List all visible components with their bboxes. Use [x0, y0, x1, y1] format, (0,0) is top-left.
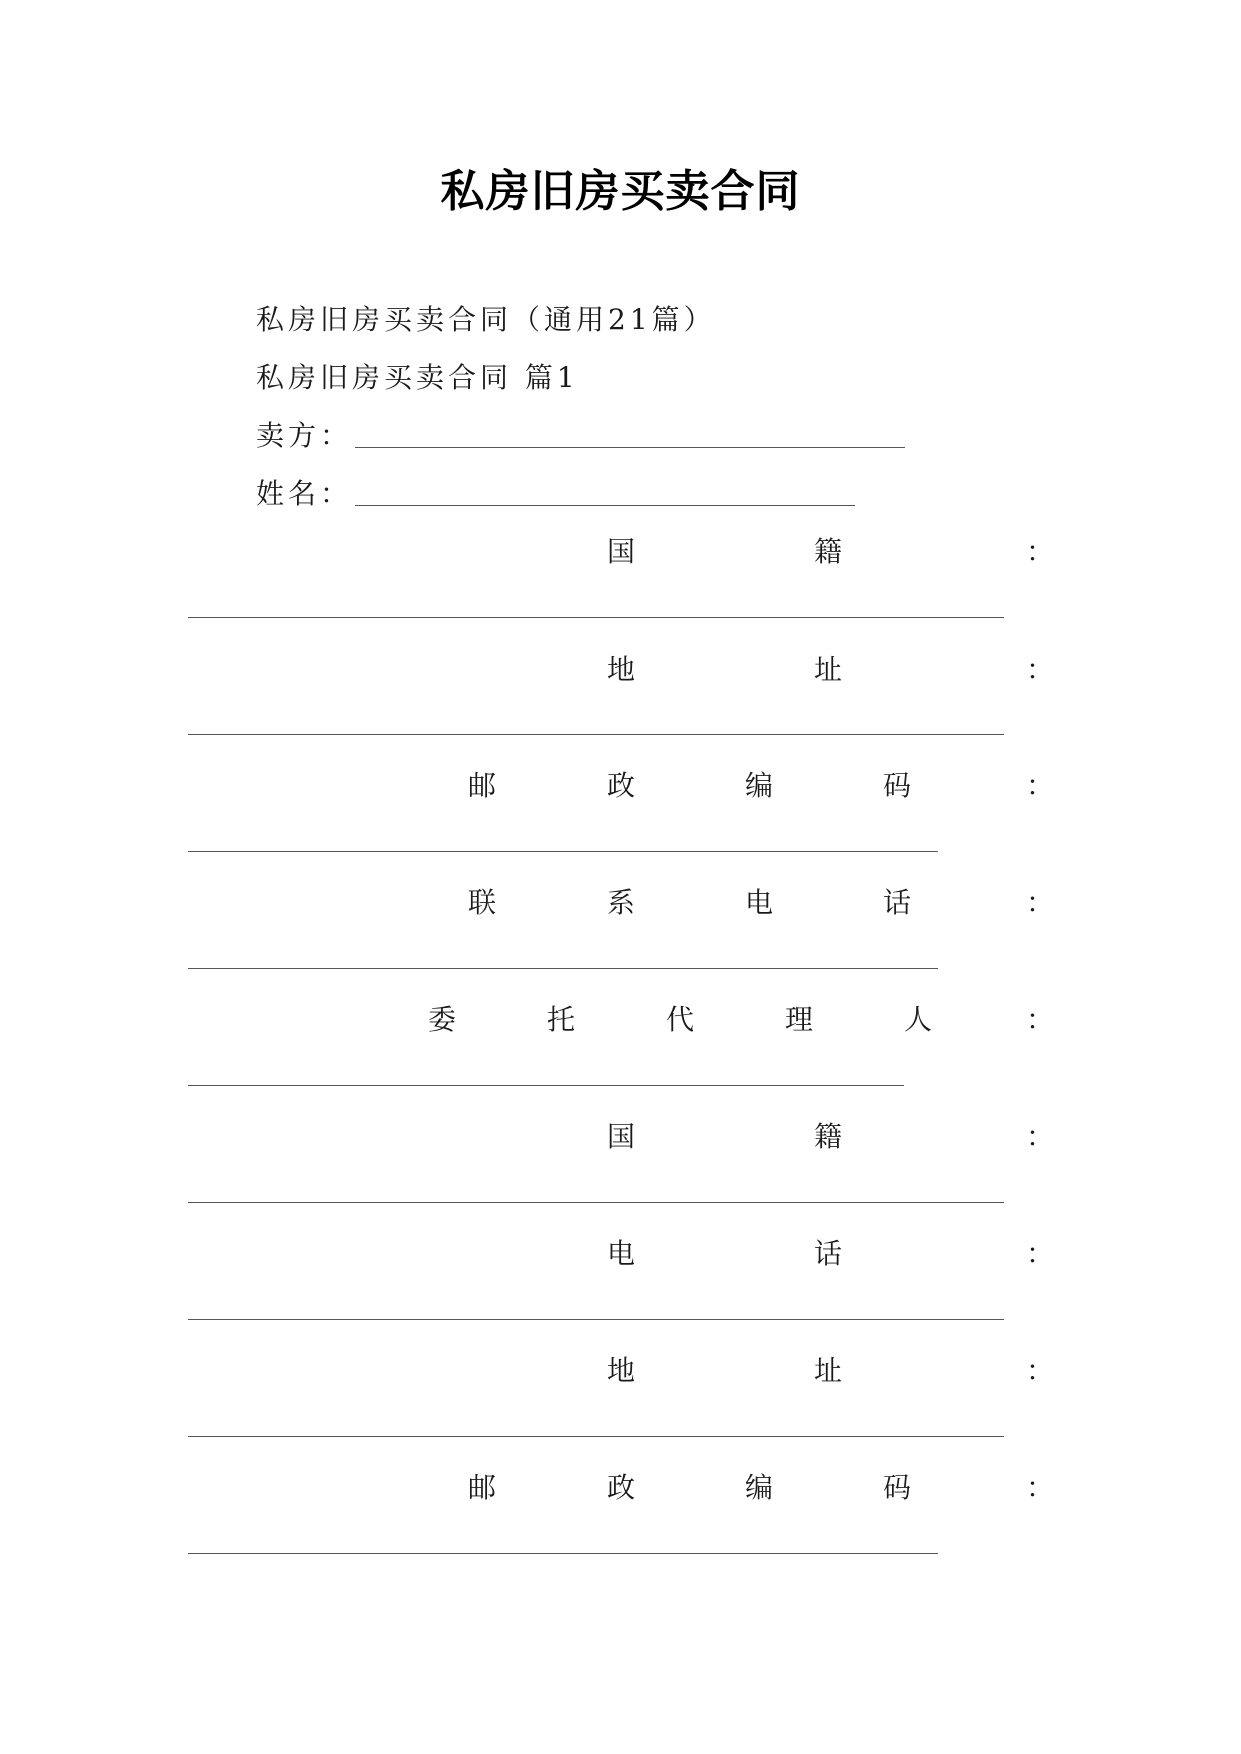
field-char: 系	[606, 886, 636, 919]
field-blank-line	[188, 851, 938, 852]
field-colon: ：	[1026, 1237, 1055, 1270]
field-char: 国	[606, 1120, 636, 1153]
field-char: 地	[606, 653, 636, 686]
seller-label: 卖方：	[256, 419, 353, 452]
field-char: 址	[813, 1354, 843, 1387]
field-char: 电	[606, 1237, 636, 1270]
intro-line: 私房旧房买卖合同（通用21篇）	[256, 303, 716, 336]
field-colon: ：	[1026, 1003, 1055, 1036]
field-char: 人	[903, 1003, 933, 1036]
field-colon: ：	[1026, 653, 1055, 686]
field-char: 电	[744, 886, 774, 919]
field-char: 编	[744, 1471, 774, 1504]
seller-blank-line	[355, 447, 905, 448]
field-colon: ：	[1026, 1354, 1055, 1387]
field-char: 话	[882, 886, 912, 919]
field-char: 码	[882, 769, 912, 802]
field-char: 联	[467, 886, 497, 919]
field-blank-line	[188, 1319, 1004, 1320]
field-colon: ：	[1026, 769, 1055, 802]
field-blank-line	[188, 1085, 904, 1086]
field-blank-line	[188, 734, 1004, 735]
field-char: 邮	[467, 1471, 497, 1504]
field-char: 政	[606, 769, 636, 802]
field-char: 代	[665, 1003, 695, 1036]
field-blank-line	[188, 617, 1004, 618]
field-char: 码	[882, 1471, 912, 1504]
field-char: 编	[744, 769, 774, 802]
field-char: 话	[813, 1237, 843, 1270]
field-char: 理	[784, 1003, 814, 1036]
name-label: 姓名：	[256, 477, 353, 510]
document-title: 私房旧房买卖合同	[440, 166, 801, 217]
section-heading: 私房旧房买卖合同 篇1	[256, 361, 579, 394]
field-char: 委	[427, 1003, 457, 1036]
field-blank-line	[188, 1202, 1004, 1203]
field-char: 托	[546, 1003, 576, 1036]
field-char: 国	[606, 535, 636, 568]
field-colon: ：	[1026, 535, 1055, 568]
field-blank-line	[188, 1553, 938, 1554]
field-char: 籍	[813, 535, 843, 568]
field-blank-line	[188, 1436, 1004, 1437]
field-blank-line	[188, 968, 938, 969]
field-colon: ：	[1026, 1120, 1055, 1153]
field-char: 地	[606, 1354, 636, 1387]
field-char: 邮	[467, 769, 497, 802]
field-char: 址	[813, 653, 843, 686]
field-colon: ：	[1026, 886, 1055, 919]
field-colon: ：	[1026, 1471, 1055, 1504]
field-char: 籍	[813, 1120, 843, 1153]
field-char: 政	[606, 1471, 636, 1504]
name-blank-line	[355, 505, 855, 506]
